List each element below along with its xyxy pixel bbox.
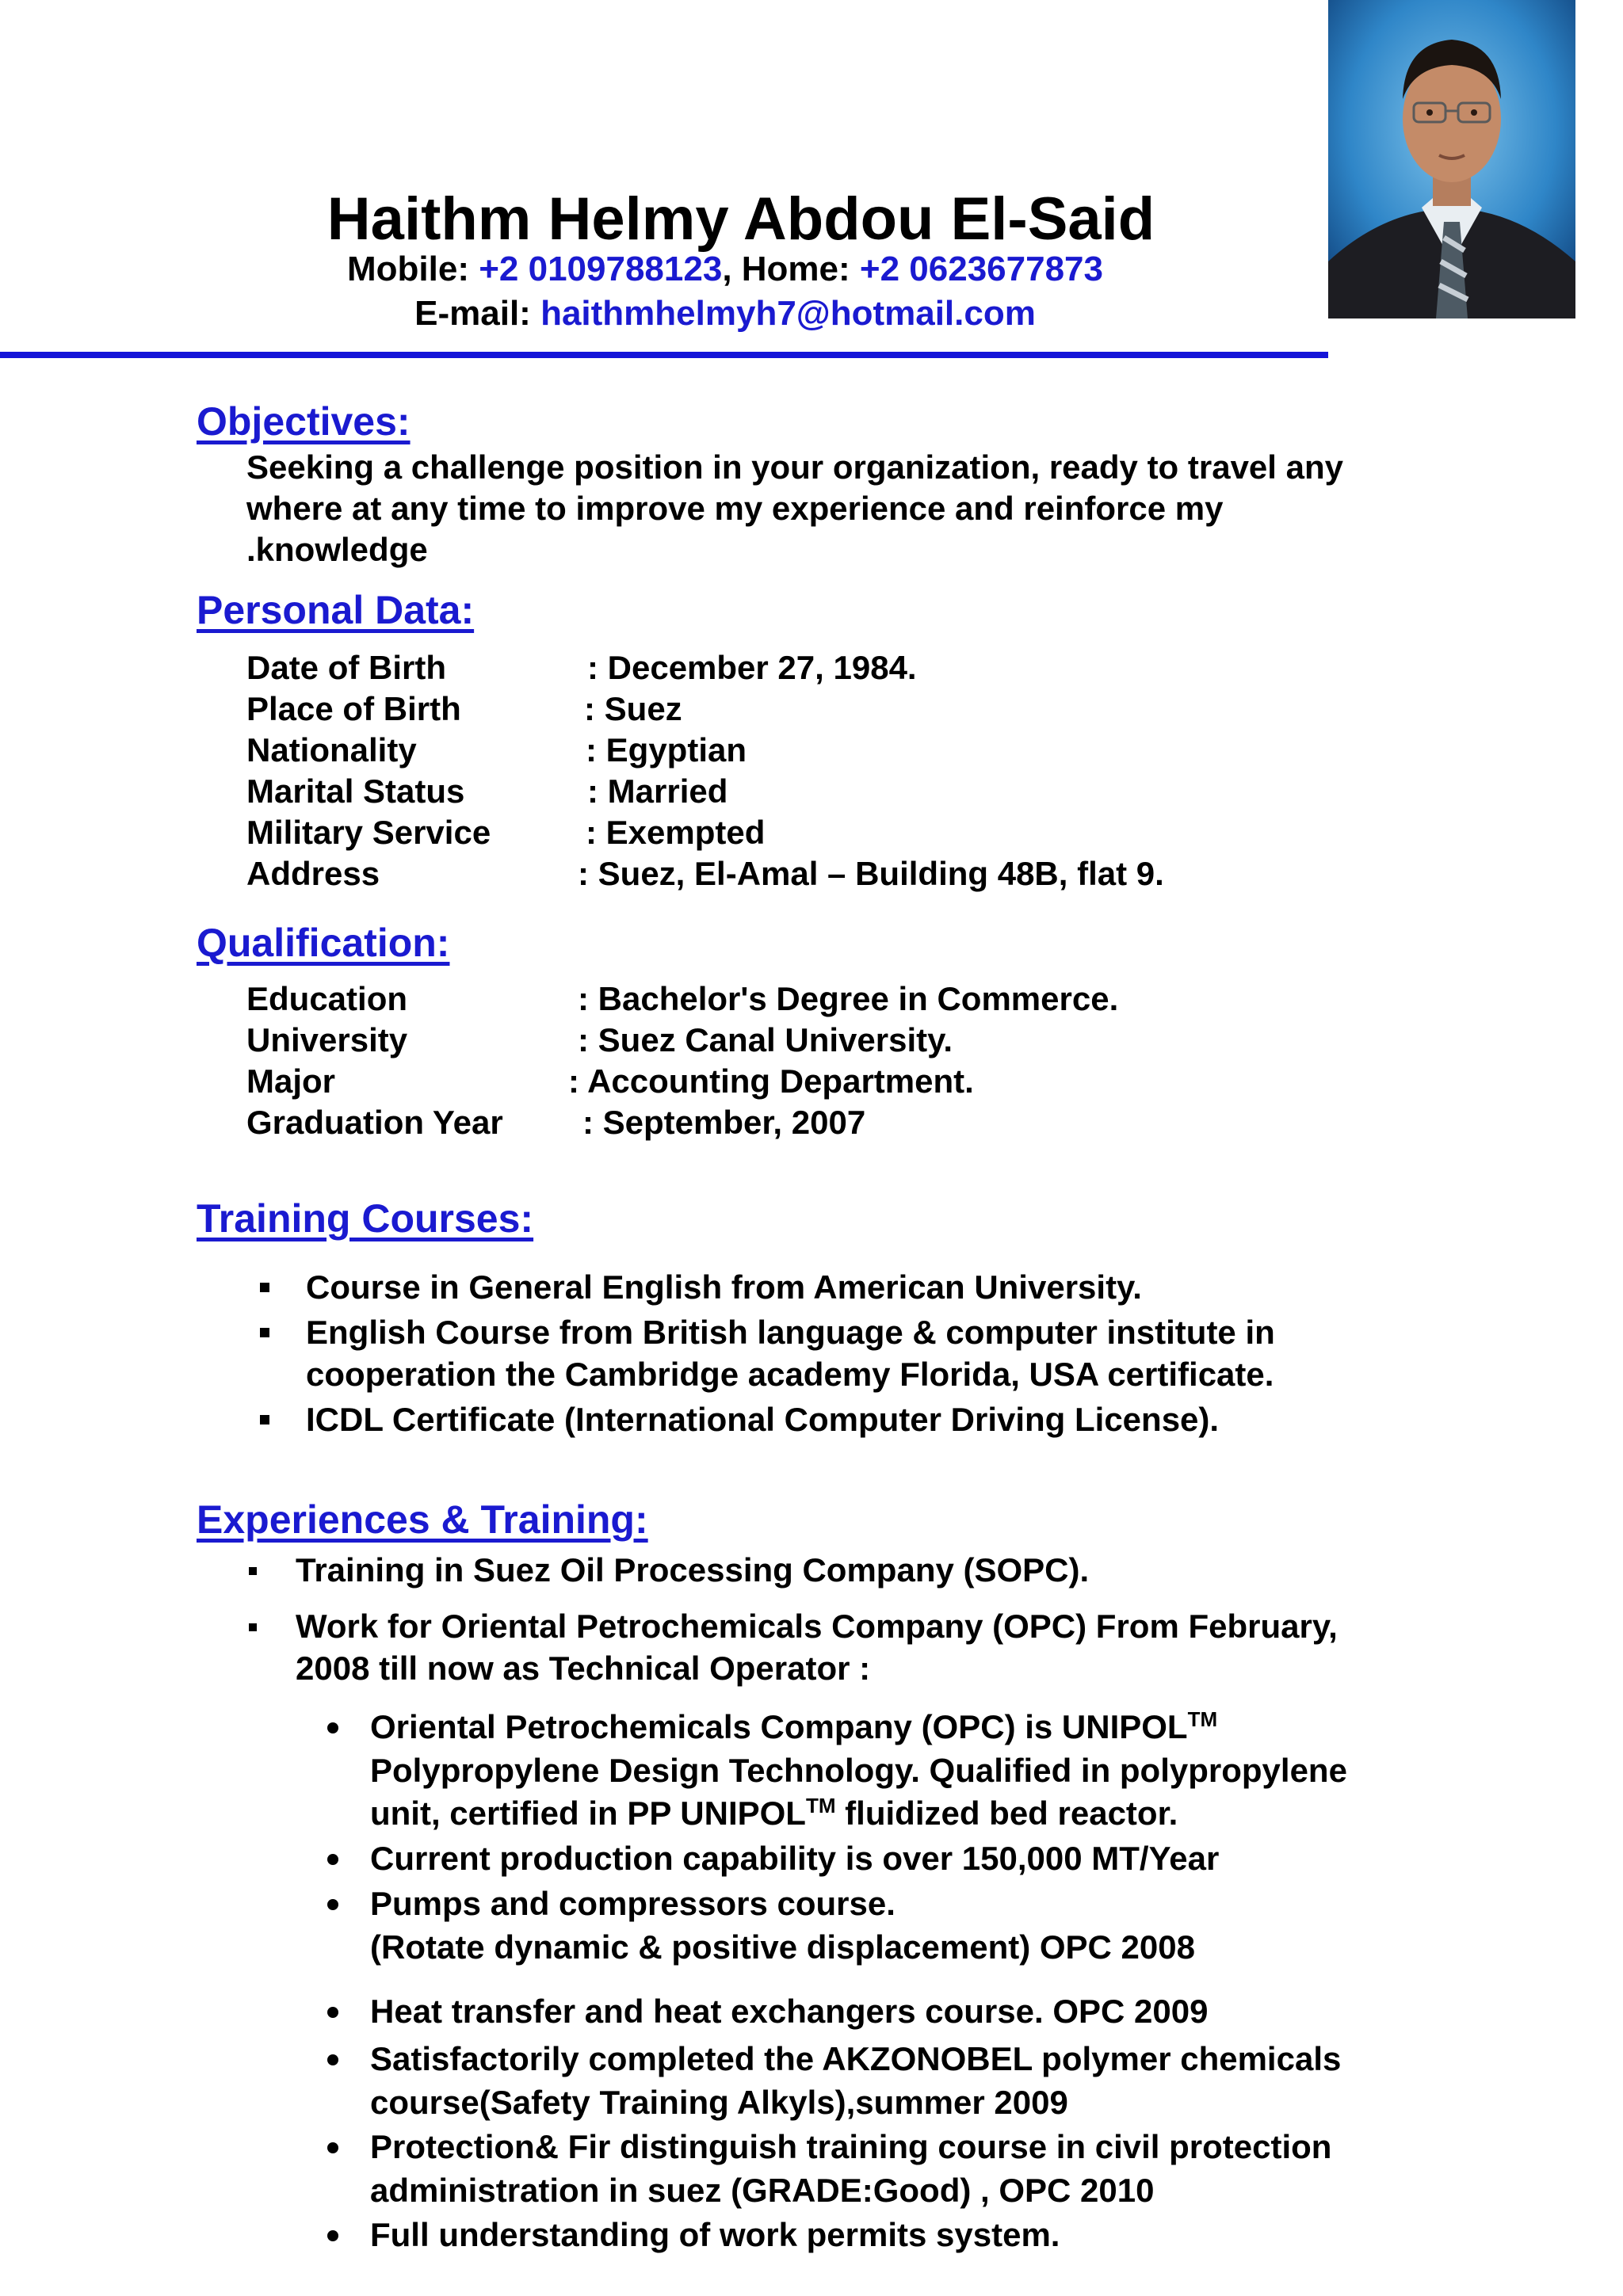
qualification-row-university — [246, 1020, 953, 1061]
personal-row-address — [246, 853, 1164, 894]
sub-item-continuation — [370, 1792, 1178, 1835]
header-divider — [0, 352, 1328, 358]
row-value: : December 27, 1984. — [587, 649, 917, 686]
email-line — [0, 292, 1450, 336]
personal-data-heading: Personal Data: — [197, 588, 475, 632]
row-label: Military Service — [246, 814, 491, 851]
sub-item-heat: Heat transfer and heat exchangers course. OPC 2009 — [370, 1993, 1209, 2030]
objectives-line: .knowledge — [246, 531, 428, 568]
row-label: Major — [246, 1062, 336, 1100]
round-bullet-icon — [327, 2230, 338, 2241]
sub-item-pumps: Pumps and compressors course. — [370, 1885, 896, 1922]
list-item-continuation: cooperation the Cambridge academy Florida, USA certificate. — [306, 1356, 1274, 1393]
row-value: : Married — [587, 772, 728, 810]
email-link[interactable]: haithmhelmyh7@hotmail.com — [540, 294, 1036, 333]
row-label: Nationality — [246, 731, 417, 769]
square-bullet-icon — [260, 1283, 269, 1292]
row-value: : Accounting Department. — [568, 1062, 974, 1100]
row-value: : Suez, El-Amal – Building 48B, flat 9. — [578, 855, 1164, 892]
candidate-name: Haithm Helmy Abdou El-Said — [327, 185, 1155, 253]
sub-item-capacity: Current production capability is over 150,000 MT/Year — [370, 1840, 1220, 1877]
square-bullet-icon — [260, 1328, 269, 1337]
personal-row-pob — [246, 688, 682, 730]
round-bullet-icon — [327, 2007, 338, 2018]
round-bullet-icon — [327, 1899, 338, 1910]
objectives-heading: Objectives: — [197, 399, 411, 444]
sub-item-continuation: course(Safety Training Alkyls),summer 2009 — [370, 2084, 1068, 2121]
sub-item-continuation: Polypropylene Design Technology. Qualified in polypropylene — [370, 1752, 1347, 1789]
objectives-line: Seeking a challenge position in your organization, ready to travel any — [246, 448, 1343, 486]
row-value: : Bachelor's Degree in Commerce. — [578, 980, 1119, 1017]
home-number[interactable]: +2 0623677873 — [859, 250, 1103, 288]
sub-item-text: Oriental Petrochemicals Company (OPC) is UNIPOL — [370, 1708, 1188, 1745]
sub-item-permits: Full understanding of work permits system. — [370, 2216, 1060, 2253]
qualification-row-education — [246, 978, 1119, 1020]
mobile-label: Mobile: — [347, 250, 479, 288]
experiences-heading: Experiences & Training: — [197, 1497, 648, 1542]
email-label: E-mail: — [414, 294, 541, 333]
row-label: Place of Birth — [246, 690, 461, 727]
list-item-continuation: 2008 till now as Technical Operator : — [296, 1650, 871, 1687]
trademark-sup: TM — [1187, 1707, 1218, 1731]
row-value: : Suez Canal University. — [578, 1021, 953, 1058]
row-label: Date of Birth — [246, 649, 446, 686]
row-label: Graduation Year — [246, 1104, 503, 1141]
row-label: University — [246, 1021, 408, 1058]
personal-row-marital — [246, 771, 728, 812]
row-value: : Egyptian — [586, 731, 747, 769]
sub-item-text: unit, certified in PP UNIPOL — [370, 1794, 806, 1832]
row-value: : September, 2007 — [582, 1104, 866, 1141]
round-bullet-icon — [327, 2054, 338, 2065]
square-bullet-icon — [249, 1623, 257, 1631]
square-bullet-icon — [260, 1415, 269, 1425]
sub-item-continuation: administration in suez (GRADE:Good) , OPC 2010 — [370, 2172, 1155, 2209]
list-item: Course in General English from American University. — [306, 1268, 1142, 1306]
list-item: Work for Oriental Petrochemicals Company (OPC) From February, — [296, 1608, 1338, 1645]
objectives-text — [246, 447, 1483, 570]
list-item: ICDL Certificate (International Computer Driving License). — [306, 1401, 1220, 1438]
home-label: , Home: — [722, 250, 860, 288]
sub-item-akzonobel: Satisfactorily completed the AKZONOBEL polymer chemicals — [370, 2040, 1342, 2077]
row-value: : Suez — [584, 690, 682, 727]
row-label: Education — [246, 980, 408, 1017]
list-item: Training in Suez Oil Processing Company (SOPC). — [296, 1551, 1090, 1589]
sub-item-protection: Protection& Fir distinguish training course in civil protection — [370, 2128, 1332, 2165]
sub-item-opc — [370, 1706, 1217, 1749]
personal-row-military — [246, 812, 766, 853]
qualification-row-major — [246, 1061, 974, 1102]
phone-line — [0, 247, 1450, 292]
round-bullet-icon — [327, 2142, 338, 2153]
list-item: English Course from British language & computer institute in — [306, 1314, 1275, 1351]
row-label: Address — [246, 855, 380, 892]
sub-item-text: fluidized bed reactor. — [835, 1794, 1178, 1832]
sub-item-continuation: (Rotate dynamic & positive displacement) OPC 2008 — [370, 1928, 1195, 1966]
mobile-number[interactable]: +2 0109788123 — [479, 250, 723, 288]
square-bullet-icon — [249, 1567, 257, 1575]
qualification-heading: Qualification: — [197, 921, 450, 965]
personal-row-dob — [246, 647, 917, 688]
training-courses-heading: Training Courses: — [197, 1196, 534, 1241]
trademark-sup: TM — [805, 1794, 836, 1817]
round-bullet-icon — [327, 1722, 338, 1733]
row-label: Marital Status — [246, 772, 465, 810]
objectives-line: where at any time to improve my experience and reinforce my — [246, 490, 1224, 527]
personal-row-nationality — [246, 730, 747, 771]
qualification-row-graduation — [246, 1102, 866, 1143]
row-value: : Exempted — [586, 814, 766, 851]
round-bullet-icon — [327, 1854, 338, 1865]
